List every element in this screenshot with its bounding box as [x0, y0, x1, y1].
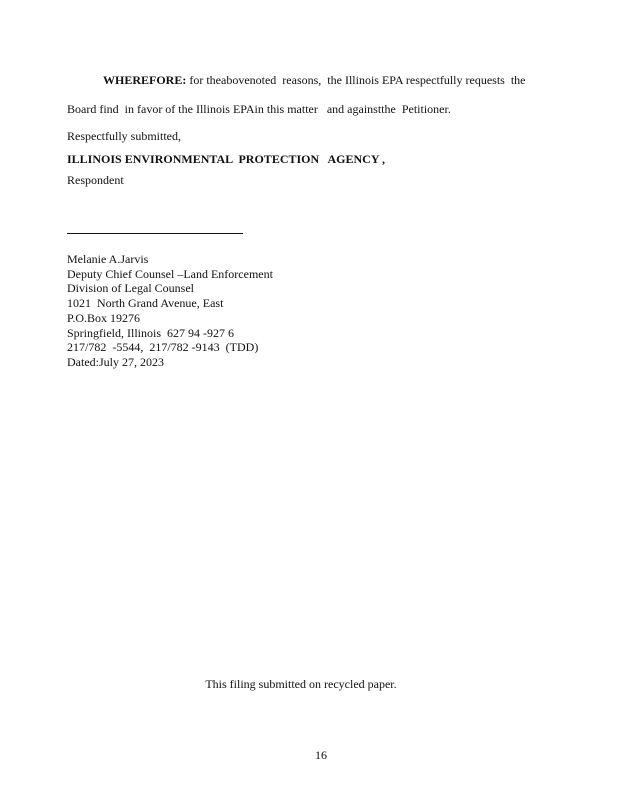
- date-line: Dated:July 27, 2023: [67, 354, 164, 369]
- signer-division: Division of Legal Counsel: [67, 281, 194, 296]
- signature-line: [67, 233, 243, 234]
- signer-name: Melanie A.Jarvis: [67, 252, 149, 266]
- signature-block: [67, 252, 273, 370]
- recycled-paper-text: This filing submitted on recycled paper.: [205, 677, 397, 691]
- address-street: 1021 North Grand Avenue, East: [67, 296, 224, 311]
- recycled-paper-note: [0, 677, 618, 692]
- wherefore-paragraph-line-1: [103, 73, 526, 87]
- page-number: [0, 748, 618, 763]
- phone-numbers: 217/782 -5544, 217/782 -9143 (TDD): [67, 340, 259, 355]
- agency-name: ILLINOIS ENVIRONMENTAL PROTECTION AGENCY ,: [67, 152, 386, 166]
- wherefore-paragraph-line-2: Board find in favor of the Illinois EPAin this matter and againstthe Petitioner.: [67, 102, 451, 116]
- respondent-label: Respondent: [67, 173, 124, 187]
- address-po-box: P.O.Box 19276: [67, 310, 141, 325]
- signer-title: Deputy Chief Counsel –Land Enforcement: [67, 266, 273, 281]
- wherefore-text: for theabovenoted reasons, the Illinois EPA respectfully requests the: [186, 73, 526, 87]
- address-city: Springfield, Illinois 627 94 -927 6: [67, 325, 234, 340]
- closing-salutation: Respectfully submitted,: [67, 129, 181, 143]
- page-number-text: 16: [315, 748, 327, 762]
- wherefore-label: WHEREFORE:: [103, 73, 187, 87]
